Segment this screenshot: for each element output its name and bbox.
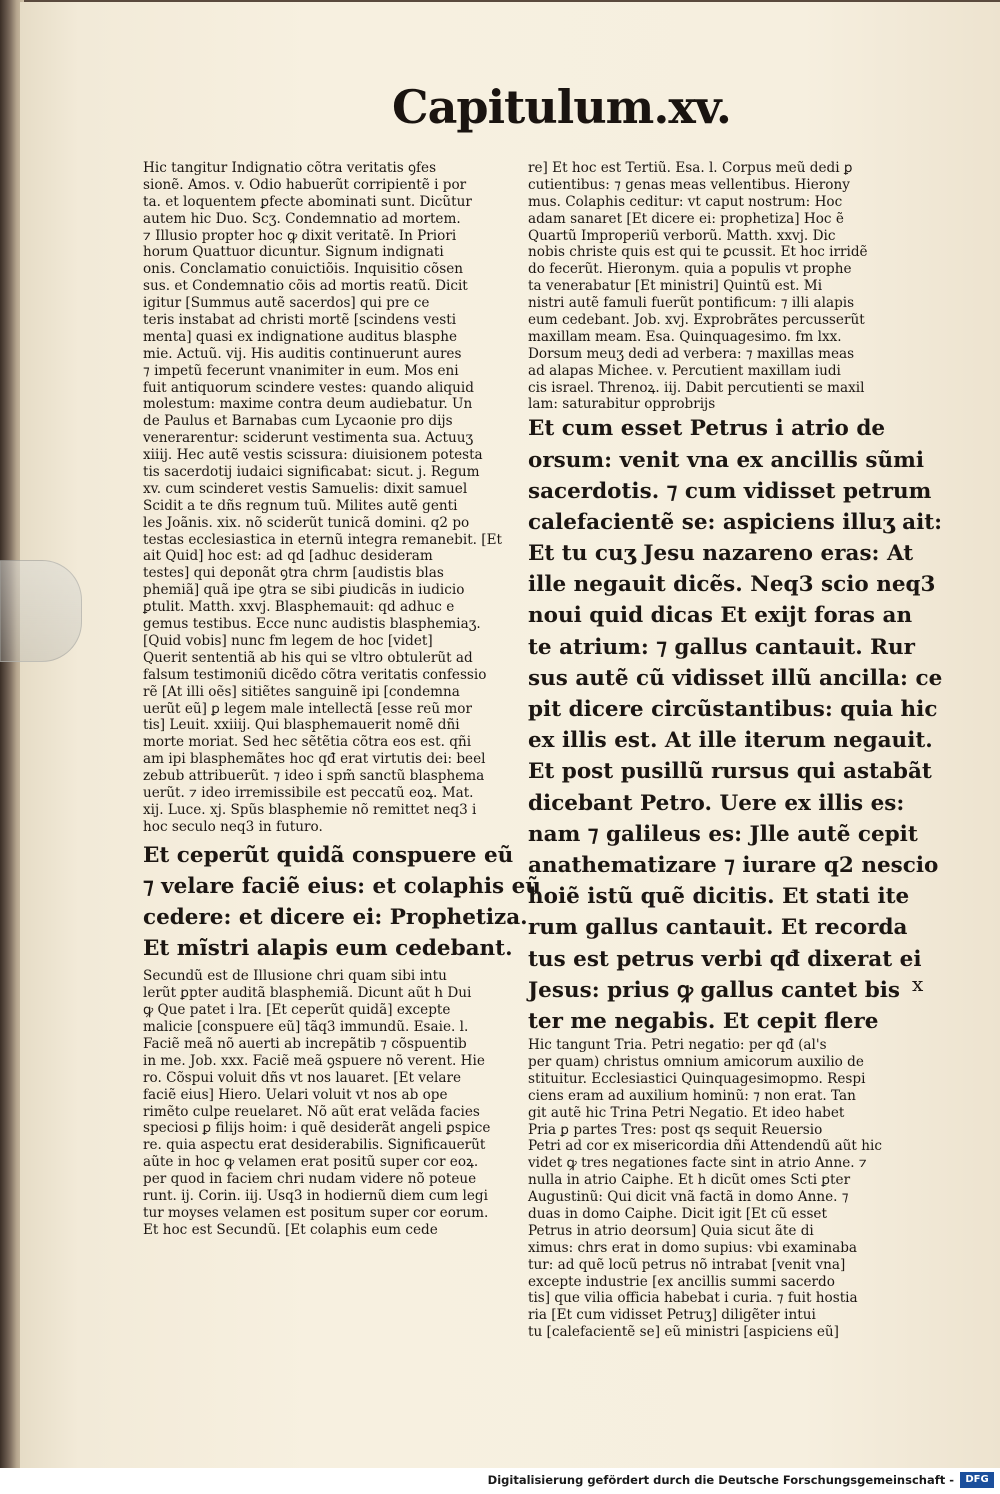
text-line: Quartũ Improperiũ verborũ. Matth. xxvj. Dic (528, 227, 836, 244)
text-line: ex illis est. At ille iterum negauit. (528, 728, 933, 754)
text-line: cedere: et dicere ei: Prophetiza. (143, 905, 528, 930)
text-line: les Joãnis. xix. nõ sciderũt tunicã domini. q2 po (143, 514, 470, 531)
text-line: Secundũ est de Illusione chri quam sibi intu (143, 968, 447, 985)
text-line: menta] quasi ex indignatione auditus blasphe (143, 328, 458, 345)
footer-bar (0, 1468, 1000, 1494)
text-line: ait Quid] hoc est: ad qd [adhuc desideram (143, 548, 433, 565)
text-line: ille negauit dicẽs. Neq3 scio neq3 (528, 572, 936, 598)
text-line: Jesus: prius ꝙ gallus cantet bis (528, 977, 900, 1003)
text-line: testes] qui deponãt ꝯtra chrm [audistis blas (143, 565, 444, 582)
text-line: zebub attribuerũt. ⁊ ideo i spm̃ sanctũ blasphema (143, 768, 485, 785)
text-line: rimẽto culpe reuelaret. Nõ aũt erat velãda facies (143, 1103, 480, 1120)
text-line: am ipi blasphemãtes hoc qđ erat virtutis dei: beel (143, 751, 486, 768)
text-line: per quod in faciem chri nudam videre nõ poteue (143, 1171, 477, 1188)
text-line: phemiã] quã ipe ꝯtra se sibi ꝑiudicãs in iudicio (143, 582, 465, 599)
text-line: te atrium: ⁊ gallus cantauit. Rur (528, 634, 915, 660)
left-column (143, 160, 541, 1239)
text-line: ⁊ velare faciẽ eius: et colaphis eũ (143, 873, 541, 899)
text-line: videt ꝙ tres negationes facte sint in atrio Anne. ⁊ (528, 1155, 867, 1172)
text-line: aũte in hoc ꝙ velamen erat positũ super cor eoꝝ. (143, 1154, 479, 1171)
left-gospel-text (143, 840, 541, 965)
text-line: morte moriat. Sed hec sẽtẽtia cõtra eos est. qñi (143, 734, 472, 751)
right-column (528, 160, 943, 1341)
text-line: hoc seculo neq3 in futuro. (143, 818, 323, 835)
text-line: eum cedebant. Job. xvj. Exprobrãtes percusserũt (528, 312, 865, 329)
text-line: igitur [Summus autẽ sacerdos] qui pre ce (143, 295, 430, 312)
text-line: re] Et hoc est Tertiũ. Esa. l. Corpus meũ dedi ꝑ (528, 160, 853, 176)
text-line: mus. Colaphis ceditur: vt caput nostrum: Hoc (528, 193, 843, 210)
text-line: falsum testimoniũ dicẽdo cõtra veritatis confessio (143, 666, 487, 683)
text-line: Petri ad cor ex misericordia dñi Attendendũ aũt hic (528, 1138, 882, 1155)
text-line: venerarentur: sciderunt vestimenta sua. Actuuʒ (143, 430, 474, 447)
right-commentary-2 (528, 1037, 883, 1341)
text-line: cis israel. Threnoꝝ. iij. Dabit percutienti se maxil (528, 379, 865, 396)
text-line: Et post pusillũ rursus qui astabãt (528, 759, 932, 785)
text-line: pit dicere circũstantibus: quia hic (528, 697, 938, 723)
chapter-title: Capitulum.xv. (392, 80, 731, 134)
text-line: tis] que vilia officia habebat i curia. ⁊ fuit hostia (528, 1290, 858, 1307)
text-line: rẽ [At illi oẽs] sitiẽtes sanguinẽ ipi [condemna (143, 683, 460, 700)
text-line: dicebant Petro. Uere ex illis es: (528, 790, 905, 816)
text-line: nobis christe quis est qui te ꝑcussit. Et hoc irridẽ (528, 244, 868, 261)
text-line: tus est petrus verbi qđ dixerat ei (528, 946, 922, 972)
text-line: ximus: chrs erat in domo supius: vbi examinaba (528, 1239, 858, 1256)
text-line: tis sacerdotij iudaici significabat: sicut. j. Regum (143, 464, 480, 481)
text-line: ⁊ impetũ fecerunt vnanimiter in eum. Mos eni (143, 362, 459, 379)
text-line: Et mĩstri alapis eum cedebant. (143, 936, 513, 962)
text-line: rum gallus cantauit. Et recorda (528, 915, 908, 941)
text-line: Augustinũ: Qui dicit vnã factã in domo Anne. ⁊ (528, 1189, 849, 1206)
text-line: anathematizare ⁊ iurare q2 nescio (528, 852, 939, 878)
text-line: adam sanaret [Et dicere ei: prophetiza] Hoc ẽ (528, 210, 844, 227)
text-line: ciens eram ad auxilium hominũ: ⁊ non erat. Tan (528, 1087, 856, 1104)
text-line: git autẽ hic Trina Petri Negatio. Et ideo habet (528, 1104, 845, 1121)
margin-mark: x (912, 972, 924, 996)
text-line: ta. et loquentem ꝑfecte abominati sunt. Dicũtur (143, 193, 472, 210)
footer-credit: Digitalisierung gefördert durch die Deutsche Forschungsgemeinschaft - (487, 1473, 954, 1487)
text-line: do fecerũt. Hieronym. quia a populis vt prophe (528, 261, 852, 278)
left-commentary-2 (143, 968, 498, 1238)
text-line: calefacientẽ se: aspiciens illuʒ ait: (528, 509, 943, 535)
text-line: re. quia aspectu erat desiderabilis. Significauerũt (143, 1137, 486, 1154)
text-line: lam: saturabitur opprobrijs (528, 396, 716, 413)
text-line: Petrus in atrio deorsum] Quia sicut ãte di (528, 1222, 814, 1239)
text-line: fuit antiquorum scindere vestes: quando aliquid (143, 379, 474, 396)
dfg-logo: DFG (960, 1472, 994, 1488)
text-line: horum Quattuor dicuntur. Signum indignati (143, 244, 444, 261)
text-line: testas ecclesiastica in eternũ integra remanebit. [Et (143, 531, 502, 548)
text-line: tu [calefacientẽ se] eũ ministri [aspiciens eũ] (528, 1324, 839, 1341)
text-line: xij. Luce. xj. Spũs blasphemie nõ remittet neq3 i (143, 801, 477, 818)
text-line: nam ⁊ galileus es: Jlle autẽ cepit (528, 821, 918, 847)
left-commentary-1 (143, 160, 502, 836)
text-line: Et cum esset Petrus i atrio de (528, 416, 886, 442)
text-line: mie. Actuũ. vij. His auditis continuerunt aures (143, 345, 462, 362)
text-line: Hic tangitur Indignatio cõtra veritatis ꝯfes (143, 160, 437, 176)
text-line: Pria ꝑ partes Tres: post qs sequit Reuersio (528, 1121, 823, 1138)
text-line: nulla in atrio Caiphe. Et h dicũt omes Scti ꝑter (528, 1172, 851, 1189)
text-line: ro. Cõspui voluit dñs vt nos lauaret. [Et velare (143, 1069, 462, 1086)
text-line: maxillam meam. Esa. Quinquagesimo. fm lxx. (528, 328, 842, 345)
text-line: gemus testibus. Ecce nunc audistis blasphemiaʒ. (143, 616, 481, 633)
text-line: Et ceperũt quidã conspuere eũ (143, 842, 514, 868)
text-line: tur: ad quẽ locũ petrus nõ intrabat [venit vna] (528, 1256, 846, 1273)
text-line: ria [Et cum vidisset Petruʒ] diligẽter intui (528, 1307, 816, 1324)
text-line: noui quid dicas Et exijt foras an (528, 603, 913, 629)
text-line: ad alapas Michee. v. Percutient maxillam iudi (528, 362, 841, 379)
text-line: Dorsum meuʒ dedi ad verbera: ⁊ maxillas meas (528, 345, 855, 362)
right-commentary-1 (528, 160, 883, 413)
text-line: hoiẽ istũ quẽ dicitis. Et stati ite (528, 884, 910, 910)
text-line: excepte industrie [ex ancillis summi sacerdo (528, 1273, 835, 1290)
text-line: Querit sententiã ab his qui se vltro obtulerũt ad (143, 649, 473, 666)
text-line: sus autẽ cũ vidisset illũ ancilla: ce (528, 665, 943, 691)
text-line: Faciẽ meã nõ auerti ab increpãtib ⁊ cõspuentib (143, 1035, 467, 1052)
text-line: sionẽ. Amos. v. Odio habuerũt corripientẽ i por (143, 176, 467, 193)
text-line: in me. Job. xxx. Faciẽ meã ꝯspuere nõ verent. Hie (143, 1052, 485, 1069)
text-line: uerũt. ⁊ ideo irremissibile est peccatũ eoꝝ. Mat. (143, 784, 474, 801)
text-line: orsum: venit vna ex ancillis sũmi (528, 447, 925, 473)
text-line: ter me negabis. Et cepit flere (528, 1008, 879, 1034)
text-line: autem hic Duo. Scʒ. Condemnatio ad mortem. (143, 210, 461, 227)
text-line: cutientibus: ⁊ genas meas vellentibus. Hierony (528, 176, 850, 193)
text-line: stituitur. Ecclesiastici Quinquagesimopmo. Respi (528, 1070, 866, 1087)
text-line: tur moyses velamen est positum super cor eorum. (143, 1204, 489, 1221)
text-line: faciẽ eius] Hiero. Uelari voluit vt nos ab ope (143, 1086, 448, 1103)
text-line: de Paulus et Barnabas cum Lycaonie pro dijs (143, 413, 453, 430)
text-line: ⁊ Illusio propter hoc ꝙ dixit veritatẽ. In Priori (143, 227, 457, 244)
text-line: runt. ij. Corin. iij. Usq3 in hodiernũ diem cum legi (143, 1187, 488, 1204)
text-line: onis. Conclamatio conuictiõis. Inquisitio cõsen (143, 261, 463, 278)
text-line: Hic tangunt Tria. Petri negatio: per qđ (al's (528, 1037, 827, 1054)
text-line: nistri autẽ famuli fuerũt pontificum: ⁊ illi alapis (528, 295, 855, 312)
text-line: xv. cum scinderet vestis Samuelis: dixit samuel (143, 480, 468, 497)
text-line: lerũt ꝑpter auditã blasphemiã. Dicunt aũt h Dui (143, 985, 472, 1002)
right-gospel-text (528, 413, 943, 1037)
text-line: teris instabat ad christi mortẽ [scindens vesti (143, 312, 457, 329)
text-line: duas in domo Caiphe. Dicit igit [Et cũ esset (528, 1206, 827, 1223)
text-line: sus. et Condemnatio cõis ad mortis reatũ. Dicit (143, 278, 468, 295)
text-line: xiiij. Hec autẽ vestis scissura: diuisionem potesta (143, 447, 483, 464)
page-clip (0, 560, 82, 662)
text-line: uerũt eũ] ꝑ legem male intellectã [esse reũ mor (143, 700, 472, 717)
text-line: ta venerabatur [Et ministri] Quintũ est. Mi (528, 278, 823, 295)
text-line: tis] Leuit. xxiiij. Qui blasphemauerit nomẽ dñi (143, 717, 460, 734)
text-line: Et tu cuʒ Jesu nazareno eras: At (528, 541, 914, 567)
text-line: per quam) christus omnium amicorum auxilio de (528, 1054, 864, 1070)
text-line: ꝙ Que patet i lra. [Et ceperũt quidã] excepte (143, 1002, 451, 1019)
text-line: speciosi ꝑ filijs hoim: i quẽ desiderãt angeli ꝑspice (143, 1120, 491, 1137)
text-line: molestum: maxime contra deum audiebatur. Un (143, 396, 473, 413)
text-line: malicie [conspuere eũ] tãq3 immundũ. Esaie. l. (143, 1019, 469, 1036)
text-line: ꝑtulit. Matth. xxvj. Blasphemauit: qd adhuc e (143, 599, 455, 616)
text-line: Scidit a te dñs regnum tuũ. Milites autẽ genti (143, 497, 458, 514)
text-line: Et hoc est Secundũ. [Et colaphis eum cede (143, 1221, 438, 1238)
text-line: [Quid vobis] nunc fm legem de hoc [videt] (143, 632, 433, 649)
text-line: sacerdotis. ⁊ cum vidisset petrum (528, 478, 932, 504)
